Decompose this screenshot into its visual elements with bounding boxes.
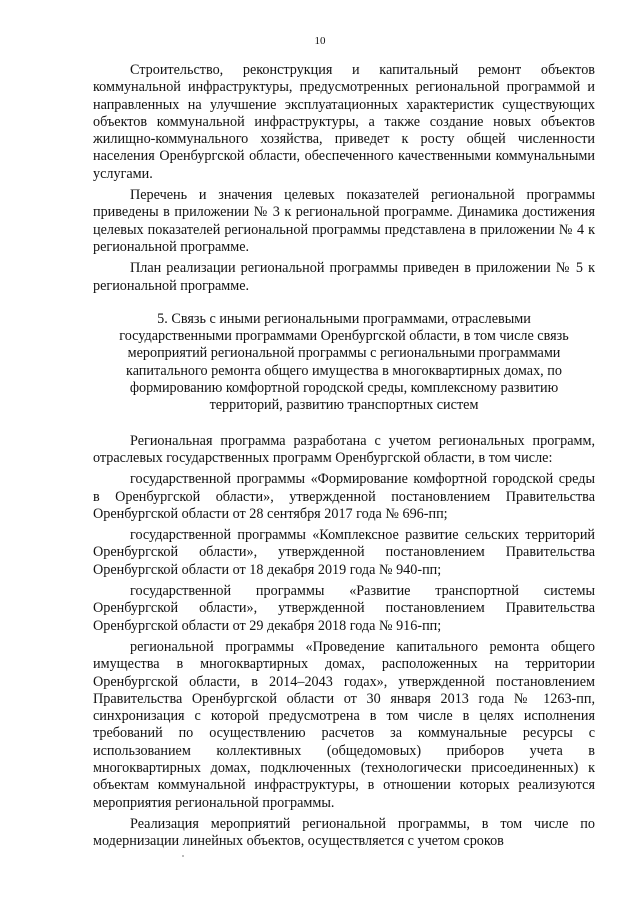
section-heading-line: территорий, развитию транспортных систем <box>209 397 479 414</box>
section-heading-line: мероприятий региональной программы с региональными программами <box>127 345 561 362</box>
paragraph: Региональная программа разработана с учетом региональных программ, отраслевых государственных программ Оренбургской области, в том числе: <box>93 432 595 466</box>
paragraph: Реализация мероприятий региональной программы, в том числе по модернизации линейных объектов, осуществляется с учетом сроков <box>93 815 595 850</box>
paragraph: Строительство, реконструкция и капитальный ремонт объектов коммунальной инфраструктуры, предусмотренных региональной программой и направленных на улучшение эксплуатационных характеристик существующих объектов коммунальной инфраструктуры, а также создание новых объектов жилищно-коммунального хозяйства, приведет к росту общей численности населения Оренбургской области, обеспеченного качественными коммунальными услугами. <box>93 62 595 182</box>
section-heading-line: капитального ремонта общего имущества в многоквартирных домах, по <box>126 362 562 379</box>
document-body <box>93 62 595 854</box>
list-item: государственной программы «Формирование комфортной городской среды в Оренбургской области», утвержденной постановлением Правительства Оренбургской области от 28 сентября 2017 года № 696-пп; <box>93 471 595 522</box>
section-heading <box>93 311 595 415</box>
list-item: региональной программы «Проведение капитального ремонта общего имущества в многоквартирных домах, расположенных на территории Оренбургской области, в 2014–2043 годах», утвержденной постановлением Правительства Оренбургской области от 30 января 2013 года № 1263-пп, синхронизация с которой предусмотрена в том числе в целях исполнения требований по осуществлению расчетов за коммунальные ресурсы с использованием коллективных (общедомовых) приборов учета в многоквартирных домах, подключенных (технологически присоединенных) к объектам коммунальной инфраструктуры, в отношении которых реализуются мероприятия региональной программы. <box>93 638 595 811</box>
section-heading-line: 5. Связь с иными региональными программами, отраслевыми <box>157 310 531 327</box>
page-number: 10 <box>314 35 326 47</box>
list-item: государственной программы «Развитие транспортной системы Оренбургской области», утвержденной постановлением Правительства Оренбургской области от 29 декабря 2018 года № 916-пп; <box>93 583 595 634</box>
list-item: государственной программы «Комплексное развитие сельских территорий Оренбургской области», утвержденной постановлением Правительства Оренбургской области от 18 декабря 2019 года № 940-пп; <box>93 527 595 578</box>
paragraph: План реализации региональной программы приведен в приложении № 5 к региональной программе. <box>93 260 595 294</box>
paragraph: Перечень и значения целевых показателей региональной программы приведены в приложении № 3 к региональной программе. Динамика достижения целевых показателей региональной программы представлена в приложении № 4 к региональной программе. <box>93 187 595 255</box>
section-heading-line: формированию комфортной городской среды, комплексному развитию <box>129 380 559 397</box>
section-heading-line: государственными программами Оренбургской области, в том числе связь <box>119 328 569 345</box>
scan-speck <box>182 855 184 857</box>
